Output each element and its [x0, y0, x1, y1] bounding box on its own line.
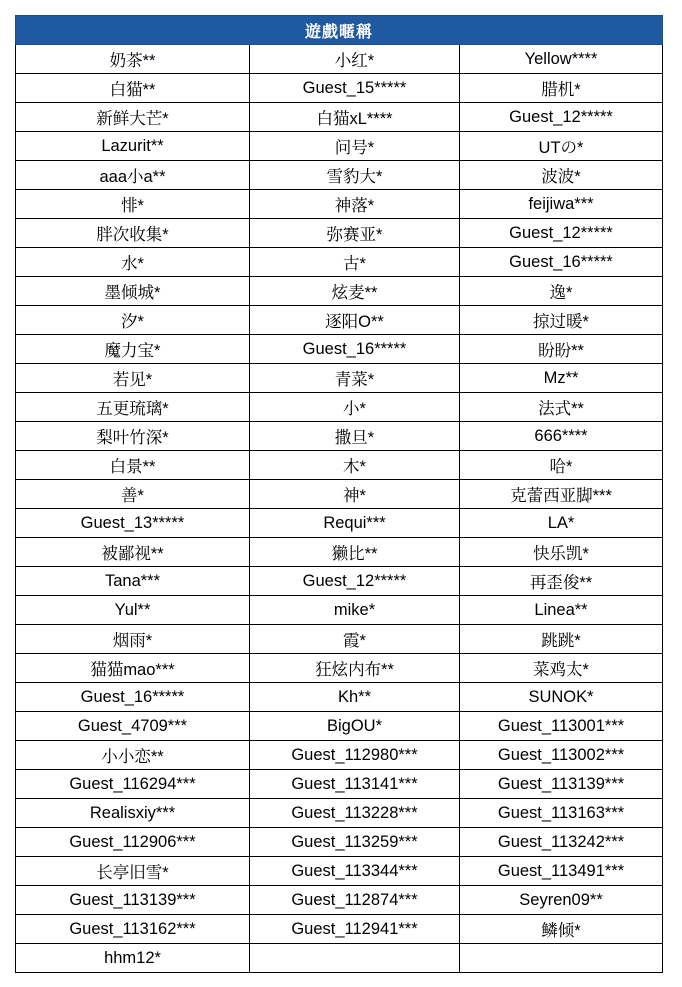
nickname-cell: 法式** — [460, 393, 663, 422]
table-row — [16, 45, 663, 74]
nickname-cell: 鳞倾* — [460, 915, 663, 944]
table-row — [16, 596, 663, 625]
table-row — [16, 393, 663, 422]
nickname-cell: 被鄙视** — [16, 538, 250, 567]
table-row — [16, 654, 663, 683]
nickname-cell: Guest_16***** — [460, 248, 663, 277]
nickname-cell: 猫猫mao*** — [16, 654, 250, 683]
nickname-cell: LA* — [460, 509, 663, 538]
table-body — [16, 45, 663, 973]
table-row — [16, 219, 663, 248]
table-row — [16, 799, 663, 828]
nickname-cell: Guest_12***** — [250, 567, 460, 596]
nickname-cell: 白猫xL**** — [250, 103, 460, 132]
nickname-cell: Guest_113002*** — [460, 741, 663, 770]
nickname-cell: Requi*** — [250, 509, 460, 538]
nickname-cell: 长亭旧雪* — [16, 857, 250, 886]
nickname-cell: 魔力宝* — [16, 335, 250, 364]
nickname-cell: 古* — [250, 248, 460, 277]
nickname-cell — [460, 944, 663, 973]
nickname-cell: SUNOK* — [460, 683, 663, 712]
nickname-cell: 白景** — [16, 451, 250, 480]
nickname-cell: Guest_113242*** — [460, 828, 663, 857]
nickname-cell: 逐阳O** — [250, 306, 460, 335]
table-row — [16, 770, 663, 799]
nickname-cell: Guest_113139*** — [16, 886, 250, 915]
nickname-cell: 狂炫内布** — [250, 654, 460, 683]
nickname-cell: UTの* — [460, 132, 663, 161]
nickname-cell: Guest_112941*** — [250, 915, 460, 944]
nickname-cell: 再歪俊** — [460, 567, 663, 596]
nickname-cell: Guest_113162*** — [16, 915, 250, 944]
nickname-cell: 善* — [16, 480, 250, 509]
table-row — [16, 480, 663, 509]
table-row — [16, 74, 663, 103]
nickname-cell: Guest_113228*** — [250, 799, 460, 828]
nickname-cell: 小红* — [250, 45, 460, 74]
nickname-cell: 五更琉璃* — [16, 393, 250, 422]
nickname-cell — [250, 944, 460, 973]
nickname-cell: Yellow**** — [460, 45, 663, 74]
table-row — [16, 712, 663, 741]
nickname-cell: 菜鸡太* — [460, 654, 663, 683]
nickname-cell: 弥赛亚* — [250, 219, 460, 248]
table-row — [16, 915, 663, 944]
nickname-cell: 克蕾西亚脚*** — [460, 480, 663, 509]
nickname-cell: 水* — [16, 248, 250, 277]
nickname-cell: 炫麦** — [250, 277, 460, 306]
nickname-cell: 神落* — [250, 190, 460, 219]
nickname-cell: 哈* — [460, 451, 663, 480]
nickname-cell: Guest_116294*** — [16, 770, 250, 799]
table-row — [16, 886, 663, 915]
table-row — [16, 364, 663, 393]
nickname-cell: 梨叶竹深* — [16, 422, 250, 451]
table-title: 遊戲暱稱 — [16, 16, 663, 45]
table-row — [16, 306, 663, 335]
table-row — [16, 248, 663, 277]
nickname-cell: 奶茶** — [16, 45, 250, 74]
table-row — [16, 335, 663, 364]
table-row — [16, 132, 663, 161]
nickname-cell: 獭比** — [250, 538, 460, 567]
nickname-cell: 小* — [250, 393, 460, 422]
table-row — [16, 944, 663, 973]
nickname-cell: 胖次收集* — [16, 219, 250, 248]
nickname-cell: 霞* — [250, 625, 460, 654]
nickname-cell: Guest_113163*** — [460, 799, 663, 828]
table-header-row — [16, 16, 663, 45]
nickname-cell: Guest_16***** — [16, 683, 250, 712]
nickname-cell: mike* — [250, 596, 460, 625]
table-row — [16, 103, 663, 132]
nickname-cell: 逸* — [460, 277, 663, 306]
table-row — [16, 683, 663, 712]
table-row — [16, 277, 663, 306]
nickname-cell: 掠过暖* — [460, 306, 663, 335]
nickname-cell: 青菜* — [250, 364, 460, 393]
table-row — [16, 509, 663, 538]
nickname-cell: Guest_16***** — [250, 335, 460, 364]
nickname-sheet — [15, 15, 662, 973]
nickname-cell: 腊机* — [460, 74, 663, 103]
nickname-table — [15, 15, 663, 973]
nickname-cell: aaa小a** — [16, 161, 250, 190]
nickname-cell: Realisxiy*** — [16, 799, 250, 828]
nickname-cell: Guest_112874*** — [250, 886, 460, 915]
nickname-cell: Guest_4709*** — [16, 712, 250, 741]
nickname-cell: 撒旦* — [250, 422, 460, 451]
nickname-cell: feijiwa*** — [460, 190, 663, 219]
nickname-cell: Guest_113491*** — [460, 857, 663, 886]
table-row — [16, 741, 663, 770]
nickname-cell: Guest_113344*** — [250, 857, 460, 886]
nickname-cell: Guest_13***** — [16, 509, 250, 538]
nickname-cell: Guest_12***** — [460, 219, 663, 248]
nickname-cell: 波波* — [460, 161, 663, 190]
nickname-cell: 小小恋** — [16, 741, 250, 770]
nickname-cell: Tana*** — [16, 567, 250, 596]
nickname-cell: 白猫** — [16, 74, 250, 103]
nickname-cell: 跳跳* — [460, 625, 663, 654]
table-row — [16, 422, 663, 451]
nickname-cell: Linea** — [460, 596, 663, 625]
nickname-cell: 问号* — [250, 132, 460, 161]
table-row — [16, 857, 663, 886]
table-row — [16, 161, 663, 190]
nickname-cell: 神* — [250, 480, 460, 509]
nickname-cell: Lazurit** — [16, 132, 250, 161]
table-row — [16, 538, 663, 567]
nickname-cell: Guest_113141*** — [250, 770, 460, 799]
nickname-cell: BigOU* — [250, 712, 460, 741]
table-row — [16, 451, 663, 480]
nickname-cell: 666**** — [460, 422, 663, 451]
nickname-cell: Guest_12***** — [460, 103, 663, 132]
table-row — [16, 625, 663, 654]
nickname-cell: Mz** — [460, 364, 663, 393]
nickname-cell: Guest_112980*** — [250, 741, 460, 770]
nickname-cell: Guest_113259*** — [250, 828, 460, 857]
nickname-cell: 墨倾城* — [16, 277, 250, 306]
nickname-cell: 雪豹大* — [250, 161, 460, 190]
nickname-cell: 新鲜大芒* — [16, 103, 250, 132]
nickname-cell: 悱* — [16, 190, 250, 219]
nickname-cell: Seyren09** — [460, 886, 663, 915]
nickname-cell: Kh** — [250, 683, 460, 712]
nickname-cell: 若见* — [16, 364, 250, 393]
table-row — [16, 567, 663, 596]
nickname-cell: Guest_113139*** — [460, 770, 663, 799]
nickname-cell: Guest_113001*** — [460, 712, 663, 741]
nickname-cell: 盼盼** — [460, 335, 663, 364]
table-row — [16, 190, 663, 219]
nickname-cell: Yul** — [16, 596, 250, 625]
nickname-cell: hhm12* — [16, 944, 250, 973]
nickname-cell: Guest_112906*** — [16, 828, 250, 857]
nickname-cell: 快乐凯* — [460, 538, 663, 567]
nickname-cell: 木* — [250, 451, 460, 480]
nickname-cell: Guest_15***** — [250, 74, 460, 103]
nickname-cell: 烟雨* — [16, 625, 250, 654]
nickname-cell: 汐* — [16, 306, 250, 335]
table-row — [16, 828, 663, 857]
